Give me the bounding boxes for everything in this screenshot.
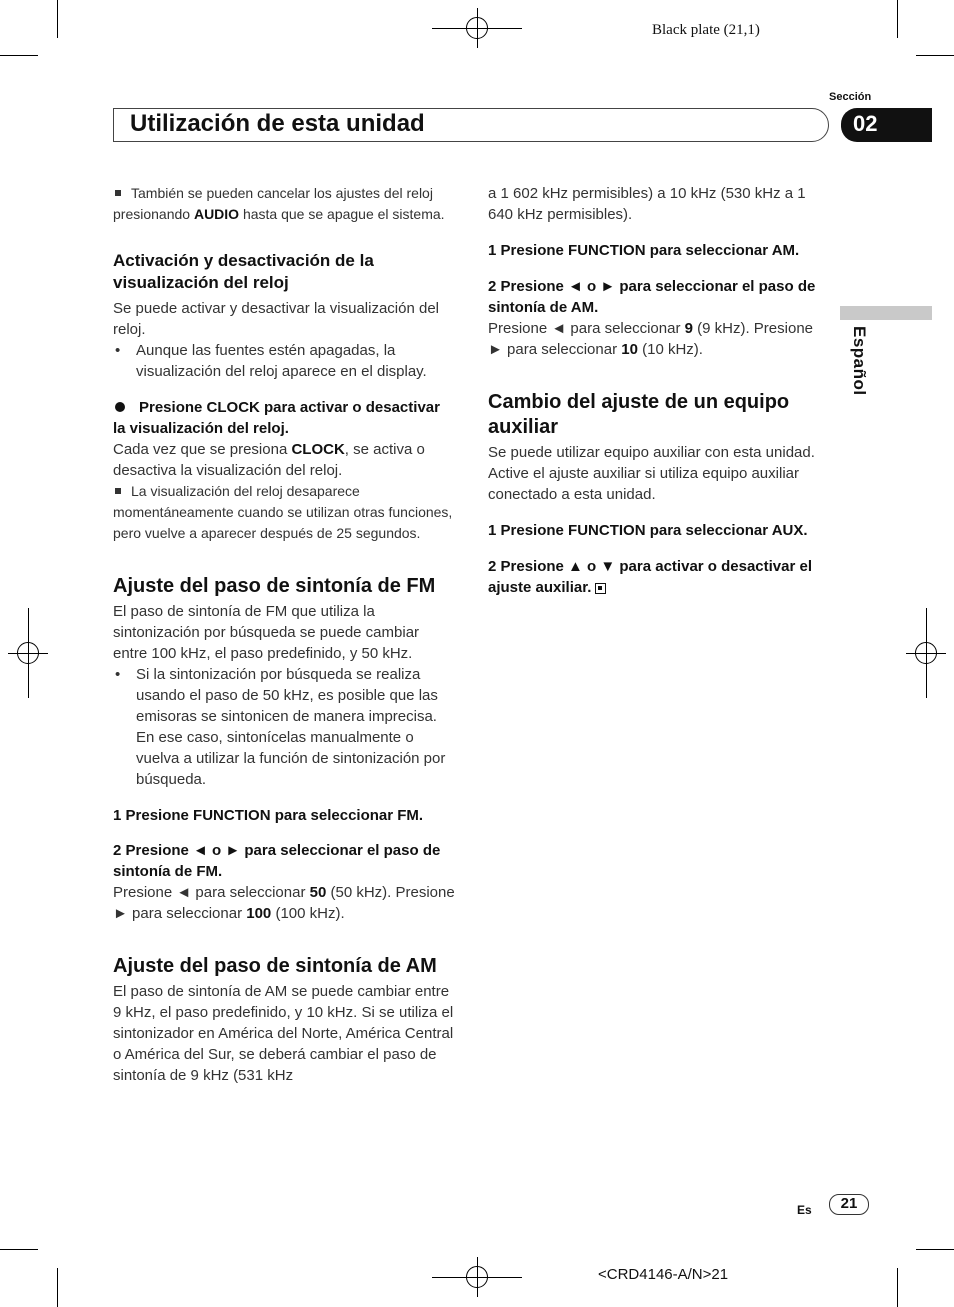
paragraph-fm: El paso de sintonía de FM que utiliza la sintonización por búsqueda se puede cambiar entre 100 kHz, el paso predefinido, y 50 kHz. bbox=[113, 603, 420, 662]
heading-aux: Cambio del ajuste de un equipo auxiliar bbox=[488, 391, 790, 438]
document-code: <CRD4146-A/N>21 bbox=[598, 1266, 729, 1283]
fm-step-2: 2 Presione ◄ o ► para seleccionar el paso de sintonía de FM. bbox=[113, 842, 441, 880]
bullet-clock: • Aunque las fuentes estén apagadas, la visualización del reloj aparece en el display. bbox=[115, 342, 427, 380]
end-mark-icon bbox=[595, 583, 606, 594]
paragraph-clock-press: Cada vez que se presiona CLOCK, se activa o desactiva la visualización del reloj. bbox=[113, 441, 425, 479]
paragraph-am: El paso de sintonía de AM se puede cambiar entre 9 kHz, el paso predefinido, y 10 kHz. Si se utiliza el sintonizador en América del Norte, América Central o América del Sur, se deberá cambiar el paso de sintonía de 9 kHz (531 kHz bbox=[113, 983, 454, 1084]
section-label: Sección bbox=[829, 91, 872, 103]
page-title: Utilización de esta unidad bbox=[130, 110, 425, 137]
section-number: 02 bbox=[841, 108, 932, 142]
step-clock: Presione CLOCK para activar o desactivar la visualización del reloj. bbox=[113, 399, 440, 437]
note-audio: También se pueden cancelar los ajustes del reloj presionando AUDIO hasta que se apague el sistema. bbox=[113, 185, 445, 222]
page-number: 21 bbox=[829, 1194, 869, 1215]
am-step-2: 2 Presione ◄ o ► para seleccionar el paso de sintonía de AM. bbox=[488, 278, 816, 316]
note-square-icon bbox=[115, 190, 121, 196]
language-tab bbox=[840, 306, 932, 320]
bullet-fm: • Si la sintonización por búsqueda se realiza usando el paso de 50 kHz, es posible que las emisoras se sintonicen de manera imprecisa. En ese caso, sintonícelas manualmente o vuelva a utilizar la función de sintonización por búsqueda. bbox=[115, 666, 446, 788]
footer-language-code: Es bbox=[797, 1203, 812, 1217]
aux-step-2: 2 Presione ▲ o ▼ para activar o desactivar el ajuste auxiliar. bbox=[488, 558, 813, 596]
note-square-icon bbox=[115, 488, 121, 494]
language-label: Español bbox=[850, 326, 869, 396]
note-clock: La visualización del reloj desaparece momentáneamente cuando se utilizan otras funciones, pero vuelve a aparecer después de 25 segundos. bbox=[113, 483, 453, 541]
paragraph-clock: Se puede activar y desactivar la visualización del reloj. bbox=[113, 300, 440, 338]
am-step-1: 1 Presione FUNCTION para seleccionar AM. bbox=[488, 242, 800, 259]
fm-step-2-detail: Presione ◄ para seleccionar 50 (50 kHz). Presione ► para seleccionar 100 (100 kHz). bbox=[113, 884, 455, 922]
aux-step-1: 1 Presione FUNCTION para seleccionar AUX. bbox=[488, 522, 808, 539]
am-step-2-detail: Presione ◄ para seleccionar 9 (9 kHz). Presione ► para seleccionar 10 (10 kHz). bbox=[488, 320, 814, 358]
paragraph-am-continued: a 1 602 kHz permisibles) a 10 kHz (530 kHz a 1 640 kHz permisibles). bbox=[488, 185, 806, 223]
right-column bbox=[488, 183, 830, 598]
plate-label: Black plate (21,1) bbox=[652, 22, 760, 38]
heading-clock: Activación y desactivación de la visualización del reloj bbox=[113, 251, 374, 292]
paragraph-aux: Se puede utilizar equipo auxiliar con esta unidad. Active el ajuste auxiliar si utiliza equipo auxiliar conectado a esta unidad. bbox=[488, 444, 815, 503]
left-column bbox=[113, 183, 455, 1086]
step-dot-icon bbox=[115, 402, 125, 412]
fm-step-1: 1 Presione FUNCTION para seleccionar FM. bbox=[113, 807, 424, 824]
heading-fm: Ajuste del paso de sintonía de FM bbox=[113, 575, 436, 597]
heading-am: Ajuste del paso de sintonía de AM bbox=[113, 955, 437, 977]
